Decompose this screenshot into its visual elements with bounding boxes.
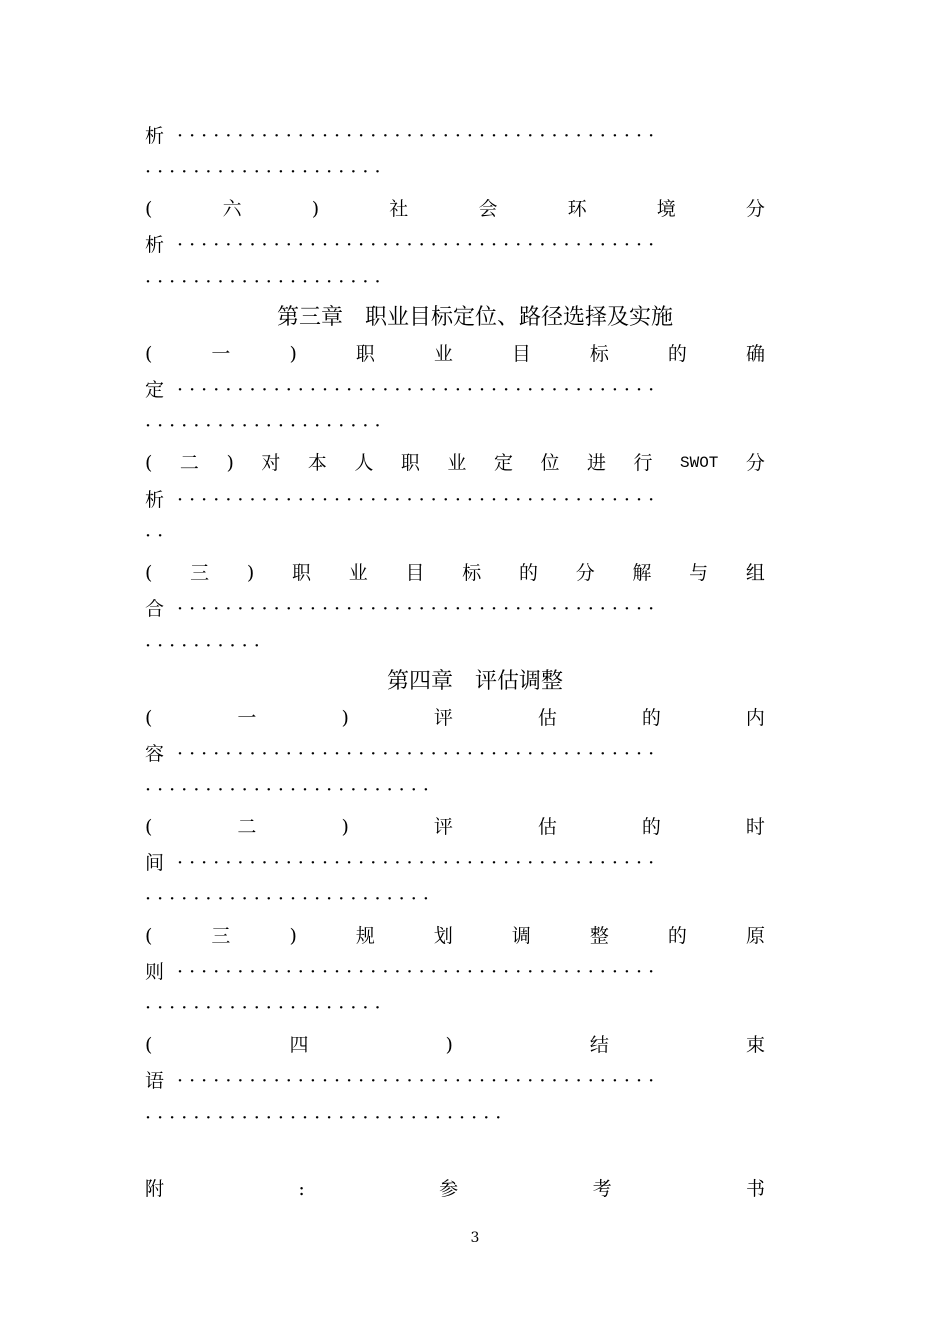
toc-char: ) [226, 452, 234, 474]
toc-char: 的 [518, 562, 538, 584]
toc-char: 对 [261, 452, 281, 474]
toc-char: ( [145, 925, 153, 947]
toc-char: 分 [745, 452, 765, 474]
toc-leader-line [145, 595, 765, 623]
dot-leader: · · · · · · · · · · · · · · · · · · · · · · · · · · · · · · · · · · · · · · · · [177, 234, 655, 256]
toc-char: 业 [433, 343, 453, 365]
dot-leader: · · · · · · · · · · · · · · · · · · · · [145, 161, 381, 183]
dot-leader: · · · · · · · · · · [145, 635, 260, 657]
toc-char: 书 [745, 1178, 765, 1200]
toc-char: 位 [540, 452, 560, 474]
toc-entry-tail: 容 [145, 743, 165, 765]
toc-char: 环 [567, 198, 587, 220]
toc-char: 时 [745, 816, 765, 838]
toc-entry-adjustment-principles[interactable] [145, 922, 765, 950]
toc-char: 行 [633, 452, 653, 474]
toc-char: 结 [589, 1034, 609, 1056]
toc-char: ( [145, 343, 153, 365]
toc-entry-conclusion[interactable] [145, 1031, 765, 1059]
page-number: 3 [470, 1230, 480, 1246]
toc-char: 内 [745, 707, 765, 729]
toc-char: 调 [511, 925, 531, 947]
dot-leader: · · · · · · · · · · · · · · · · · · · · · · · · [145, 888, 429, 910]
toc-char: ) [341, 707, 349, 729]
toc-char: 社 [389, 198, 409, 220]
dot-leader-continued [145, 885, 505, 913]
dot-leader-continued [145, 632, 305, 660]
toc-entry-appendix-references[interactable] [145, 1175, 765, 1203]
dot-leader-continued [145, 158, 465, 186]
dot-leader-continued [145, 994, 425, 1022]
toc-entry-swot-analysis[interactable] [145, 449, 765, 477]
toc-char: 业 [348, 562, 368, 584]
toc-char: 标 [589, 343, 609, 365]
toc-entry-tail: 间 [145, 852, 165, 874]
dot-leader: · · · · · · · · · · · · · · · · · · · · [145, 415, 381, 437]
toc-entry-tail: 定 [145, 379, 165, 401]
dot-leader: · · · · · · · · · · · · · · · · · · · · · · · · · · · · · · · · · · · · · · · · [177, 961, 655, 983]
toc-char: 的 [667, 925, 687, 947]
toc-leader-line [145, 1067, 765, 1095]
dot-leader-continued [145, 522, 205, 550]
toc-char: : [298, 1178, 305, 1200]
toc-char: 的 [641, 816, 661, 838]
toc-char: 评 [433, 816, 453, 838]
toc-char: 组 [745, 562, 765, 584]
toc-char: ( [145, 562, 153, 584]
toc-char: 职 [355, 343, 375, 365]
toc-char: 原 [745, 925, 765, 947]
toc-char: 三 [211, 925, 231, 947]
dot-leader: · · · · · · · · · · · · · · · · · · · · · · · · · · · · · · [145, 1107, 502, 1129]
toc-char: 考 [592, 1178, 612, 1200]
toc-leader-line [145, 231, 765, 259]
dot-leader: · · · · · · · · · · · · · · · · · · · · · · · · · · · · · · · · · · · · · · · · [177, 379, 655, 401]
toc-char: 四 [289, 1034, 309, 1056]
toc-leader-line [145, 740, 765, 768]
toc-char: ) [445, 1034, 453, 1056]
toc-char: 分 [745, 198, 765, 220]
toc-entry-tail: 语 [145, 1070, 165, 1092]
toc-char: 解 [632, 562, 652, 584]
toc-char: 确 [745, 343, 765, 365]
dot-leader: · · · · · · · · · · · · · · · · · · · · · · · · · · · · · · · · · · · · · · · · [177, 852, 655, 874]
toc-char: 一 [211, 343, 231, 365]
toc-char: 估 [537, 707, 557, 729]
dot-leader: · · · · · · · · · · · · · · · · · · · · · · · · · · · · · · · · · · · · · · · · [177, 743, 655, 765]
toc-char: ) [289, 925, 297, 947]
toc-entry-tail: 析 [145, 234, 165, 256]
toc-char: ( [145, 198, 153, 220]
toc-char: 职 [292, 562, 312, 584]
toc-char: 二 [179, 452, 199, 474]
toc-char: 人 [354, 452, 374, 474]
dot-leader-continued [145, 776, 505, 804]
dot-leader: · · · · · · · · · · · · · · · · · · · · · · · · [145, 779, 429, 801]
toc-char: 附 [145, 1178, 165, 1200]
toc-char: 二 [237, 816, 257, 838]
toc-char: 六 [222, 198, 242, 220]
toc-char: 划 [433, 925, 453, 947]
toc-entry-goal-decomposition[interactable] [145, 559, 765, 587]
toc-char: ( [145, 707, 153, 729]
toc-char: 的 [667, 343, 687, 365]
dot-leader: · · · · · · · · · · · · · · · · · · · · · · · · · · · · · · · · · · · · · · · · [177, 125, 655, 147]
toc-char: 境 [656, 198, 676, 220]
toc-entry-evaluation-time[interactable] [145, 813, 765, 841]
toc-leader-line [145, 486, 765, 514]
toc-char: 规 [355, 925, 375, 947]
dot-leader-continued [145, 1104, 575, 1132]
toc-char: ) [289, 343, 297, 365]
toc-entry-goal-determination[interactable] [145, 340, 765, 368]
toc-leader-line [145, 122, 765, 150]
toc-char: 目 [511, 343, 531, 365]
toc-entry-tail: 则 [145, 961, 165, 983]
toc-char: SWOT [680, 454, 719, 472]
toc-char: 与 [689, 562, 709, 584]
toc-char: 分 [575, 562, 595, 584]
toc-char: 业 [447, 452, 467, 474]
toc-char: 束 [745, 1034, 765, 1056]
dot-leader: · · · · · · · · · · · · · · · · · · · · · · · · · · · · · · · · · · · · · · · · [177, 1070, 655, 1092]
dot-leader: · · [145, 525, 164, 547]
dot-leader: · · · · · · · · · · · · · · · · · · · · [145, 271, 381, 293]
toc-char: 标 [462, 562, 482, 584]
toc-entry-tail: 析 [145, 489, 165, 511]
toc-char: 三 [190, 562, 210, 584]
toc-char: 整 [589, 925, 609, 947]
toc-char: 一 [237, 707, 257, 729]
toc-leader-line [145, 376, 765, 404]
toc-entry-evaluation-content[interactable] [145, 704, 765, 732]
toc-char: ( [145, 816, 153, 838]
toc-char: 会 [478, 198, 498, 220]
toc-char: ) [246, 562, 255, 584]
chapter-4-heading: 第四章 评估调整 [386, 669, 563, 694]
toc-char: 的 [641, 707, 661, 729]
toc-char: 职 [400, 452, 420, 474]
chapter-3-heading: 第三章 职业目标定位、路径选择及实施 [276, 305, 673, 330]
toc-entry-tail: 析 [145, 125, 165, 147]
toc-char: ) [311, 198, 320, 220]
dot-leader: · · · · · · · · · · · · · · · · · · · · · · · · · · · · · · · · · · · · · · · · [177, 489, 655, 511]
dot-leader-continued [145, 268, 465, 296]
toc-entry-tail: 合 [145, 598, 165, 620]
toc-char: ) [341, 816, 349, 838]
toc-char: ( [145, 1034, 153, 1056]
toc-char: 定 [493, 452, 513, 474]
toc-char: 进 [586, 452, 606, 474]
dot-leader-continued [145, 412, 415, 440]
toc-entry-social-environment[interactable] [145, 195, 765, 223]
toc-char: 估 [537, 816, 557, 838]
toc-leader-line [145, 958, 765, 986]
toc-char: 本 [307, 452, 327, 474]
toc-char: 参 [439, 1178, 459, 1200]
toc-char: 目 [405, 562, 425, 584]
toc-leader-line [145, 849, 765, 877]
toc-char: 评 [433, 707, 453, 729]
dot-leader: · · · · · · · · · · · · · · · · · · · · · · · · · · · · · · · · · · · · · · · · [177, 598, 655, 620]
dot-leader: · · · · · · · · · · · · · · · · · · · · [145, 997, 381, 1019]
toc-char: ( [145, 452, 153, 474]
